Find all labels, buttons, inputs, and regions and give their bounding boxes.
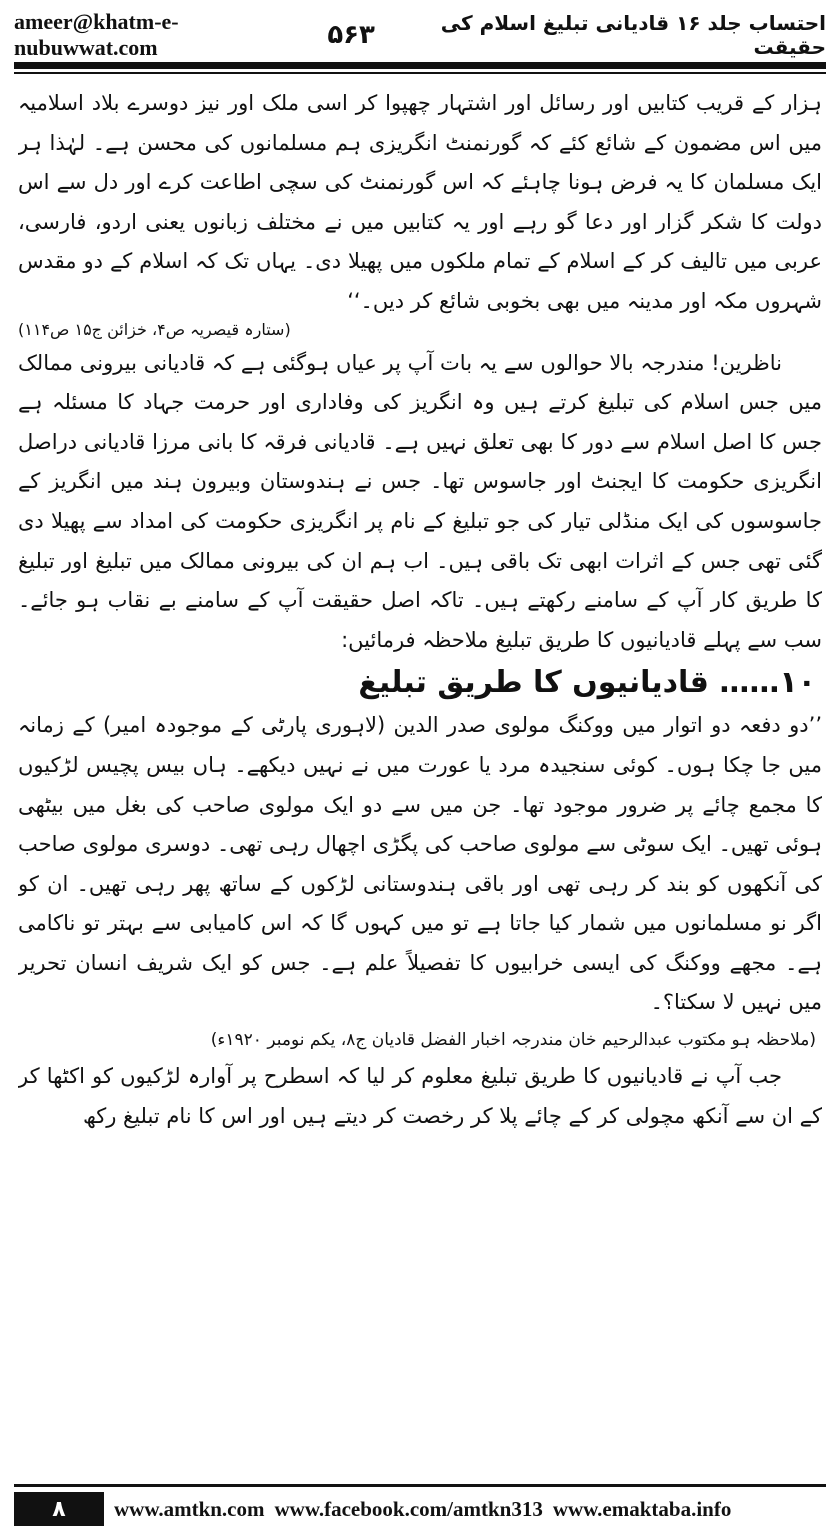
body-paragraph-2: ناظرین! مندرجہ بالا حوالوں سے یہ بات آپ پر عیاں ہوگئی ہے کہ قادیانی بیرونی ممالک میں جس اسلام کی تبلیغ کرتے ہیں وہ انگریز کی وفاداری اور حرمت جہاد کا مسئلہ ہے جس کا اصل اسلام سے دور کا بھی تعلق نہیں ہے۔ قادیانی فرقہ کا بانی مرزا قادیانی دراصل انگریزی حکومت کا ایجنٹ اور جاسوس تھا۔ جس نے ہندوستان وبیرون ہند میں انگریز کے جاسوسوں کی ایک منڈلی تیار کی جو تبلیغ کے نام پر انگریزی حکومت کی امداد سے پھیلا دی گئی تھی جس کے اثرات ابھی تک باقی ہیں۔ اب ہم ان کی بیرونی ممالک میں تبلیغ اور تبلیغ کا طریق کار آپ کے سامنے رکھتے ہیں۔ تاکہ اصل حقیقت آپ کے سامنے بے نقاب ہو جائے۔ سب سے پہلے قادیانیوں کا طریق تبلیغ ملاحظہ فرمائیں: <box>18 350 822 652</box>
section-heading: ۱۰…… قادیانیوں کا طریق تبلیغ <box>358 665 816 701</box>
body-paragraph-3: ’’دو دفعہ دو اتوار میں ووکنگ مولوی صدر الدین (لاہوری پارٹی کے موجودہ امیر) کے زمانہ میں جا چکا ہوں۔ کوئی سنجیدہ مرد یا عورت میں نے نہیں دیکھے۔ ہاں بیس پچیس لڑکیوں کا مجمع چائے پر ضرور موجود تھا۔ جن میں سے دو ایک مولوی صاحب کی بغل میں بیٹھی ہوئی تھیں۔ ایک سوٹی سے مولوی صاحب کی پگڑی اچھال رہی تھی۔ دوسری مولوی صاحب کی آنکھوں کو بند کر رہی تھی اور باقی ہندوستانی لڑکوں کے ساتھ پھر رہی تھیں۔ ان کو اگر نو مسلمانوں میں شمار کیا جاتا ہے تو میں کہوں گا کہ اس کامیابی سے بہتر تو ناکامی ہے۔ مجھے ووکنگ کی ایسی خرابیوں کا تفصیلاً علم ہے۔ جس کو ایک شریف انسان تحریر میں نہیں لا سکتا؟۔ <box>18 713 822 1015</box>
header-rule-thick <box>14 62 826 69</box>
header-left-group <box>14 9 375 61</box>
footer-links <box>114 1494 826 1524</box>
header-email: ameer@khatm-e-nubuwwat.com <box>14 9 179 60</box>
footer-page-box <box>14 1492 104 1526</box>
citation-1: (ستارہ قیصریہ ص۴، خزائن ج۱۵ ص۱۱۴) <box>18 319 291 339</box>
footer-link-emaktaba[interactable]: www.emaktaba.info <box>552 1496 732 1521</box>
page-footer <box>14 1484 826 1526</box>
footer-page-number: ۸ <box>52 1496 66 1522</box>
footer-rule <box>14 1484 826 1487</box>
page-body <box>18 84 822 1470</box>
citation-2: (ملاحظہ ہو مکتوب عبدالرحیم خان مندرجہ اخبار الفضل قادیان ج۸، یکم نومبر ۱۹۲۰ء) <box>210 1030 816 1051</box>
header-title: احتساب جلد ۱۶ قادیانی تبلیغ اسلام کی حقیقت <box>440 11 826 59</box>
footer-link-facebook[interactable]: www.facebook.com/amtkn313 <box>274 1496 543 1521</box>
footer-link-amtkn[interactable]: www.amtkn.com <box>114 1496 265 1521</box>
header-rule-thin <box>14 72 826 74</box>
body-paragraph-1: ہزار کے قریب کتابیں اور رسائل اور اشتہار چھپوا کر اسی ملک اور نیز دوسرے بلاد اسلامیہ میں اس مضمون کے شائع کئے کہ گورنمنٹ انگریزی ہم مسلمانوں کی محسن ہے۔ لہٰذا ہر ایک مسلمان کا یہ فرض ہونا چاہئے کہ اس گورنمنٹ کی سچی اطاعت کرے اور دل سے اس دولت کا شکر گزار اور دعا گو رہے اور یہ کتابیں میں نے مختلف زبانوں یعنی اردو، فارسی، عربی میں تالیف کر کے اسلام کے تمام ملکوں میں پھیلا دی۔ یہاں تک کہ اسلام کے دو مقدس شہروں مکہ اور مدینہ میں بھی بخوبی شائع کر دیں۔‘‘ <box>18 91 822 313</box>
body-paragraph-4: جب آپ نے قادیانیوں کا طریق تبلیغ معلوم کر لیا کہ اسطرح پر آوارہ لڑکیوں کو اکٹھا کر کے ان سے آنکھ مچولی کر کے چائے پلا کر رخصت کر دیتے ہیں اور اس کا نام تبلیغ رکھ <box>18 1064 822 1128</box>
header-page-number: ۵۶۳ <box>327 20 375 50</box>
page-header <box>14 10 826 60</box>
